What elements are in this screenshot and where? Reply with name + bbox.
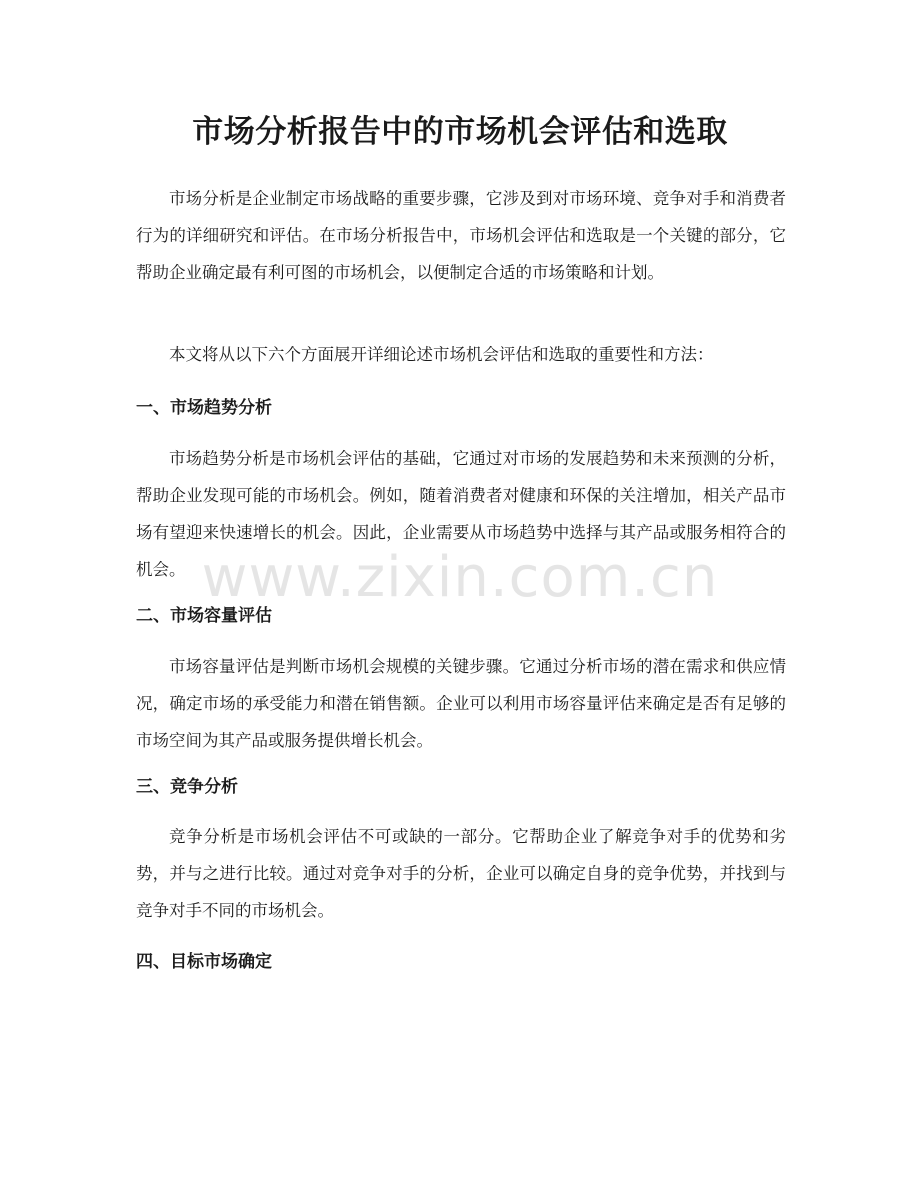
section-paragraph: 市场趋势分析是市场机会评估的基础，它通过对市场的发展趋势和未来预测的分析，帮助企业发现可能的市场机会。例如，随着消费者对健康和环保的关注增加，相关产品市场有望迎来快速增长的机会。因此，企业需要从市场趋势中选择与其产品或服务相符合的机会。 [136, 449, 786, 579]
section-paragraph: 竞争分析是市场机会评估不可或缺的一部分。它帮助企业了解竞争对手的优势和劣势，并与之进行比较。通过对竞争对手的分析，企业可以确定自身的竞争优势，并找到与竞争对手不同的市场机会。 [136, 827, 786, 920]
section-paragraph: 市场容量评估是判断市场机会规模的关键步骤。它通过分析市场的潜在需求和供应情况，确定市场的承受能力和潜在销售额。企业可以利用市场容量评估来确定是否有足够的市场空间为其产品或服务提供增长机会。 [136, 657, 786, 750]
section-heading: 二、市场容量评估 [136, 606, 272, 626]
page-title: 市场分析报告中的市场机会评估和选取 [192, 114, 728, 150]
intro-paragraph: 市场分析是企业制定市场战略的重要步骤，它涉及到对市场环境、竞争对手和消费者行为的详细研究和评估。在市场分析报告中，市场机会评估和选取是一个关键的部分，它帮助企业确定最有利可图的市场机会，以便制定合适的市场策略和计划。 [136, 189, 786, 282]
intro-paragraph: 本文将从以下六个方面展开详细论述市场机会评估和选取的重要性和方法： [169, 345, 714, 364]
section-heading: 四、目标市场确定 [136, 952, 272, 972]
section-heading: 一、市场趋势分析 [136, 398, 272, 418]
watermark: www.zixin.com.cn [201, 545, 719, 610]
section-heading: 三、竞争分析 [136, 777, 238, 797]
